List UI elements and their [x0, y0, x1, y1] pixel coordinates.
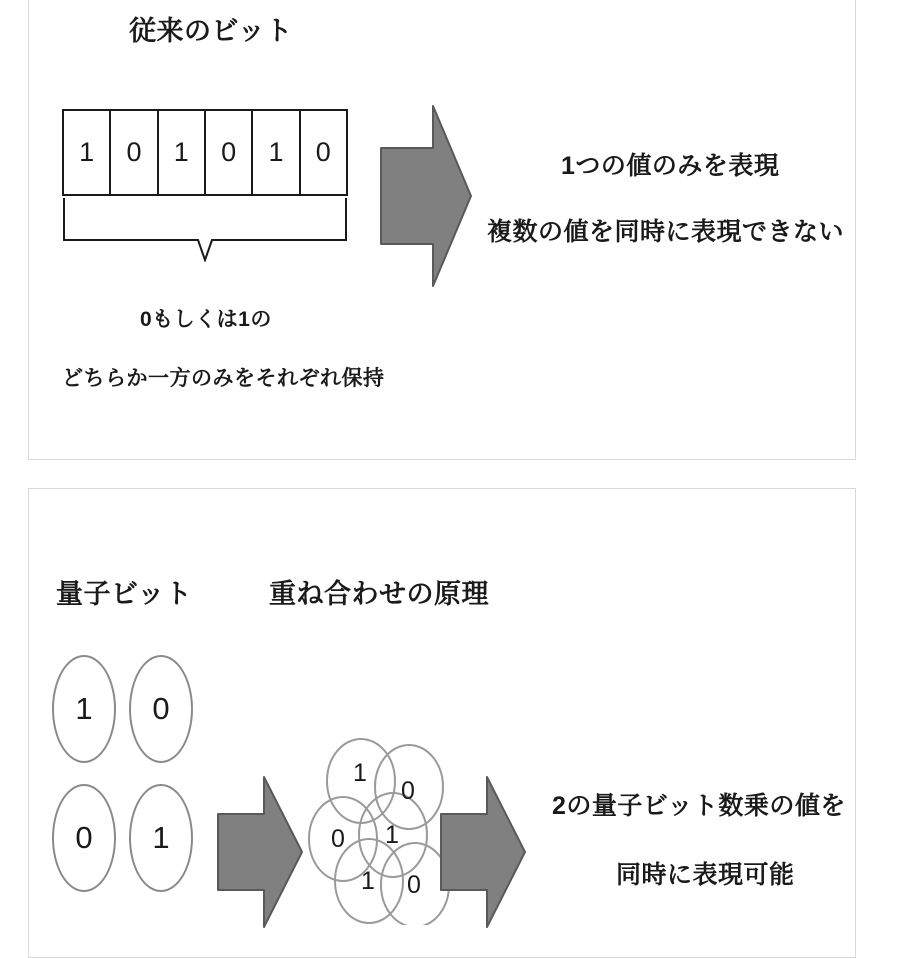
bit-cell: 1: [253, 111, 300, 194]
classical-panel-title: 従来のビット: [129, 16, 293, 46]
classical-result-line-2: 複数の値を同時に表現できない: [487, 218, 845, 246]
classical-caption-line-1: 0もしくは1の: [140, 308, 272, 331]
qubit-circle-top-left: 1: [52, 655, 116, 763]
classical-bit-register: [62, 109, 348, 196]
quantum-panel-title-right: 重ね合わせの原理: [269, 579, 489, 609]
superposition-value: 0: [331, 825, 345, 853]
block-arrow-right-icon-2: [214, 772, 306, 932]
classical-result-line-1: 1つの値のみを表現: [561, 152, 780, 180]
block-arrow-right-icon: [375, 100, 475, 292]
quantum-result-line-1: 2の量子ビット数乗の値を: [552, 792, 846, 820]
superposition-value: 1: [361, 867, 375, 895]
bit-cell: 0: [206, 111, 253, 194]
quantum-panel-title-left: 量子ビット: [56, 579, 193, 609]
qubit-circle-top-right: 0: [129, 655, 193, 763]
superposition-value: 0: [401, 777, 415, 805]
classical-caption-line-2: どちらか一方のみをそれぞれ保持: [62, 367, 385, 390]
quantum-result-line-2: 同時に表現可能: [616, 861, 795, 889]
superposition-value: 1: [353, 759, 367, 787]
qubit-circle-bottom-left: 0: [52, 784, 116, 892]
bit-cell: 0: [315, 137, 331, 167]
bit-cell: 0: [111, 111, 158, 194]
block-arrow-right-icon-3: [437, 772, 529, 932]
register-brace: [62, 196, 348, 262]
superposition-value: 0: [407, 871, 421, 899]
qubit-circle-bottom-right: 1: [129, 784, 193, 892]
bit-cell: 1: [159, 111, 206, 194]
bit-cell: 1: [64, 111, 111, 194]
superposition-value: 1: [385, 821, 399, 849]
